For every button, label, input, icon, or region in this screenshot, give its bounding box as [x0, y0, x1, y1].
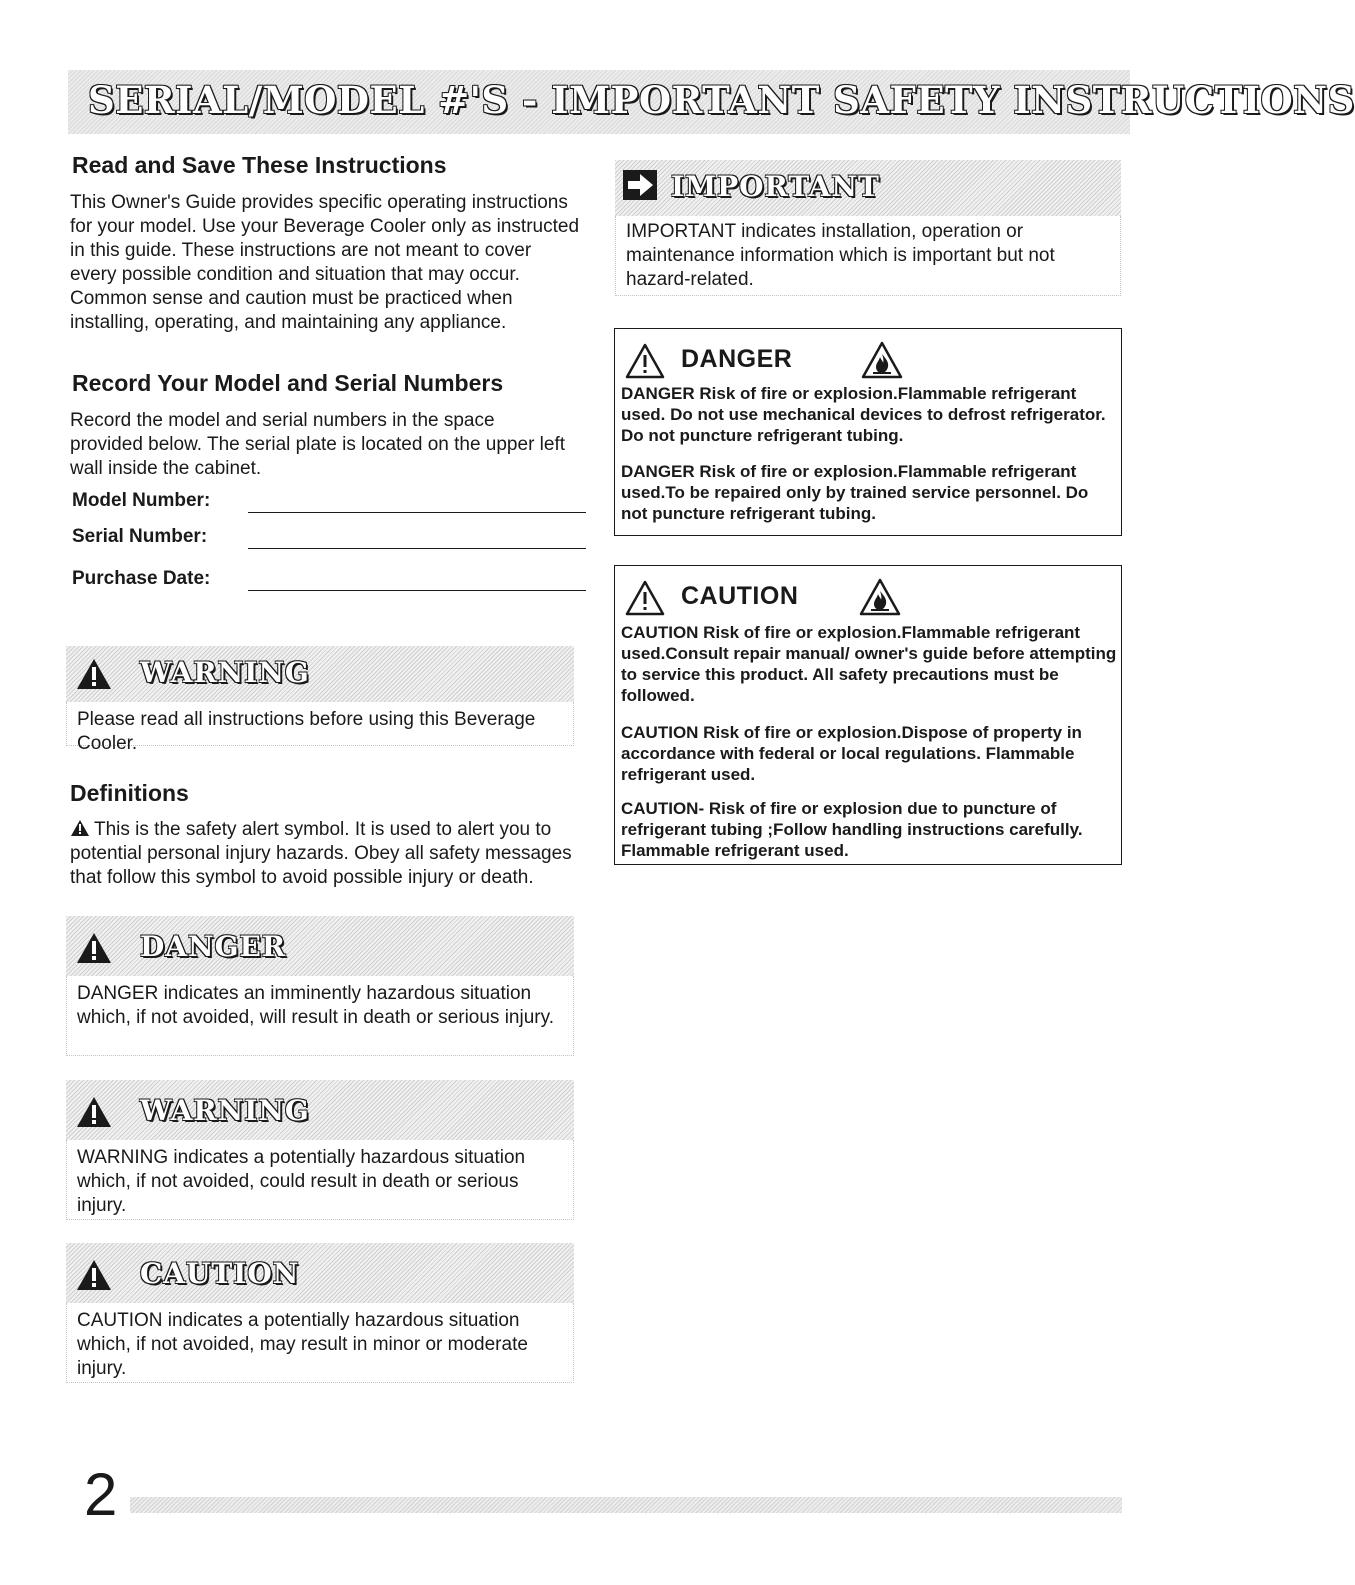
- page-banner: [68, 70, 1355, 134]
- def-warning-body: [66, 1140, 574, 1220]
- def-danger-body: [66, 976, 574, 1056]
- important-header: [615, 160, 1121, 216]
- def-warning-header: [66, 1080, 574, 1140]
- def-warning-text: WARNING indicates a potentially hazardous situation which, if not avoided, could result in death or serious injury.: [77, 1147, 526, 1216]
- danger-header: [625, 341, 1025, 381]
- def-caution-box: [66, 1243, 574, 1383]
- def-danger-text: DANGER indicates an imminently hazardous situation which, if not avoided, will result in death or serious injury.: [77, 983, 554, 1028]
- caution-paragraph-2: CAUTION Risk of fire or explosion.Dispose of property in accordance with federal or local regulations. Flammable refrigerant used.: [621, 723, 1082, 784]
- def-danger-word: DANGER: [140, 930, 287, 963]
- def-caution-word: CAUTION: [140, 1257, 300, 1290]
- flammable-fire-icon: [859, 578, 901, 616]
- serial-number-line[interactable]: [248, 548, 586, 549]
- danger-paragraph-1: DANGER Risk of fire or explosion.Flammable refrigerant used. Do not use mechanical devices to defrost refrigerator. Do not puncture refrigerant tubing.: [621, 384, 1106, 445]
- safety-alert-icon: [76, 658, 112, 690]
- warning-read-body: [66, 702, 574, 754]
- purchase-date-label: Purchase Date:: [72, 568, 211, 589]
- safety-alert-outline-icon: [625, 343, 665, 379]
- safety-alert-icon: [76, 932, 112, 964]
- model-number-label: Model Number:: [72, 490, 211, 511]
- def-caution-body: [66, 1303, 574, 1383]
- safety-alert-inline-icon: [70, 819, 90, 837]
- important-body: [615, 216, 1121, 296]
- caution-paragraph-1: CAUTION Risk of fire or explosion.Flammable refrigerant used.Consult repair manual/ owner's guide before attempting to service this product. All safety precautions must be followed.: [621, 623, 1117, 705]
- definitions-paragraph: [70, 818, 580, 890]
- purchase-date-row: [72, 568, 586, 596]
- safety-alert-outline-icon: [625, 580, 665, 616]
- record-text: Record the model and serial numbers in the space provided below. The serial plate is located on the upper left wall inside the cabinet.: [70, 410, 566, 479]
- caution-box: [614, 565, 1122, 865]
- footer-bar: [130, 1497, 1122, 1513]
- warning-read-text: Please read all instructions before using this Beverage Cooler.: [77, 709, 536, 754]
- danger-paragraph-2: DANGER Risk of fire or explosion.Flammable refrigerant used.To be repaired only by trained service personnel. Do not puncture refrigerant tubing.: [621, 462, 1089, 523]
- warning-read-word: WARNING: [140, 656, 310, 689]
- read-save-heading: Read and Save These Instructions: [72, 152, 447, 178]
- def-danger-header: [66, 916, 574, 976]
- danger-word: DANGER: [681, 345, 793, 373]
- safety-alert-icon: [76, 1096, 112, 1128]
- important-word: IMPORTANT: [671, 170, 880, 203]
- record-heading: Record Your Model and Serial Numbers: [72, 370, 504, 396]
- definitions-text: This is the safety alert symbol. It is used to alert you to potential personal injury hazards. Obey all safety messages that follow this symbol to avoid possible injury or death.: [70, 819, 572, 888]
- model-number-line[interactable]: [248, 512, 586, 513]
- danger-box: [614, 328, 1122, 536]
- serial-number-row: [72, 526, 586, 554]
- page-number: 2: [84, 1461, 118, 1528]
- safety-alert-icon: [76, 1259, 112, 1291]
- caution-header: [625, 578, 1025, 618]
- model-number-row: [72, 490, 586, 518]
- warning-read-header: [66, 646, 574, 702]
- def-caution-header: [66, 1243, 574, 1303]
- serial-number-label: Serial Number:: [72, 526, 208, 547]
- important-text: IMPORTANT indicates installation, operation or maintenance information which is important but not hazard-related.: [626, 221, 1055, 290]
- def-warning-box: [66, 1080, 574, 1220]
- read-save-text: This Owner's Guide provides specific operating instructions for your model. Use your Beverage Cooler only as instructed in this guide. These instructions are not meant to cover every possible condition and situation that may occur. Common sense and caution must be practiced when installing, operating, and maintaining any appliance.: [70, 192, 580, 333]
- banner-title: SERIAL/MODEL #'S - IMPORTANT SAFETY INSTRUCTIONS: [88, 78, 1355, 122]
- def-caution-text: CAUTION indicates a potentially hazardous situation which, if not avoided, may result in minor or moderate injury.: [77, 1310, 528, 1379]
- def-danger-box: [66, 916, 574, 1056]
- flammable-fire-icon: [861, 341, 903, 379]
- purchase-date-line[interactable]: [248, 590, 586, 591]
- caution-word: CAUTION: [681, 582, 799, 610]
- definitions-heading: Definitions: [70, 780, 189, 806]
- caution-paragraph-3: CAUTION- Risk of fire or explosion due to puncture of refrigerant tubing ;Follow handling instructions carefully. Flammable refrigerant used.: [621, 799, 1083, 860]
- important-box: [615, 160, 1121, 296]
- warning-read-box: [66, 646, 574, 754]
- def-warning-word: WARNING: [140, 1094, 310, 1127]
- arrow-right-icon: [623, 170, 657, 200]
